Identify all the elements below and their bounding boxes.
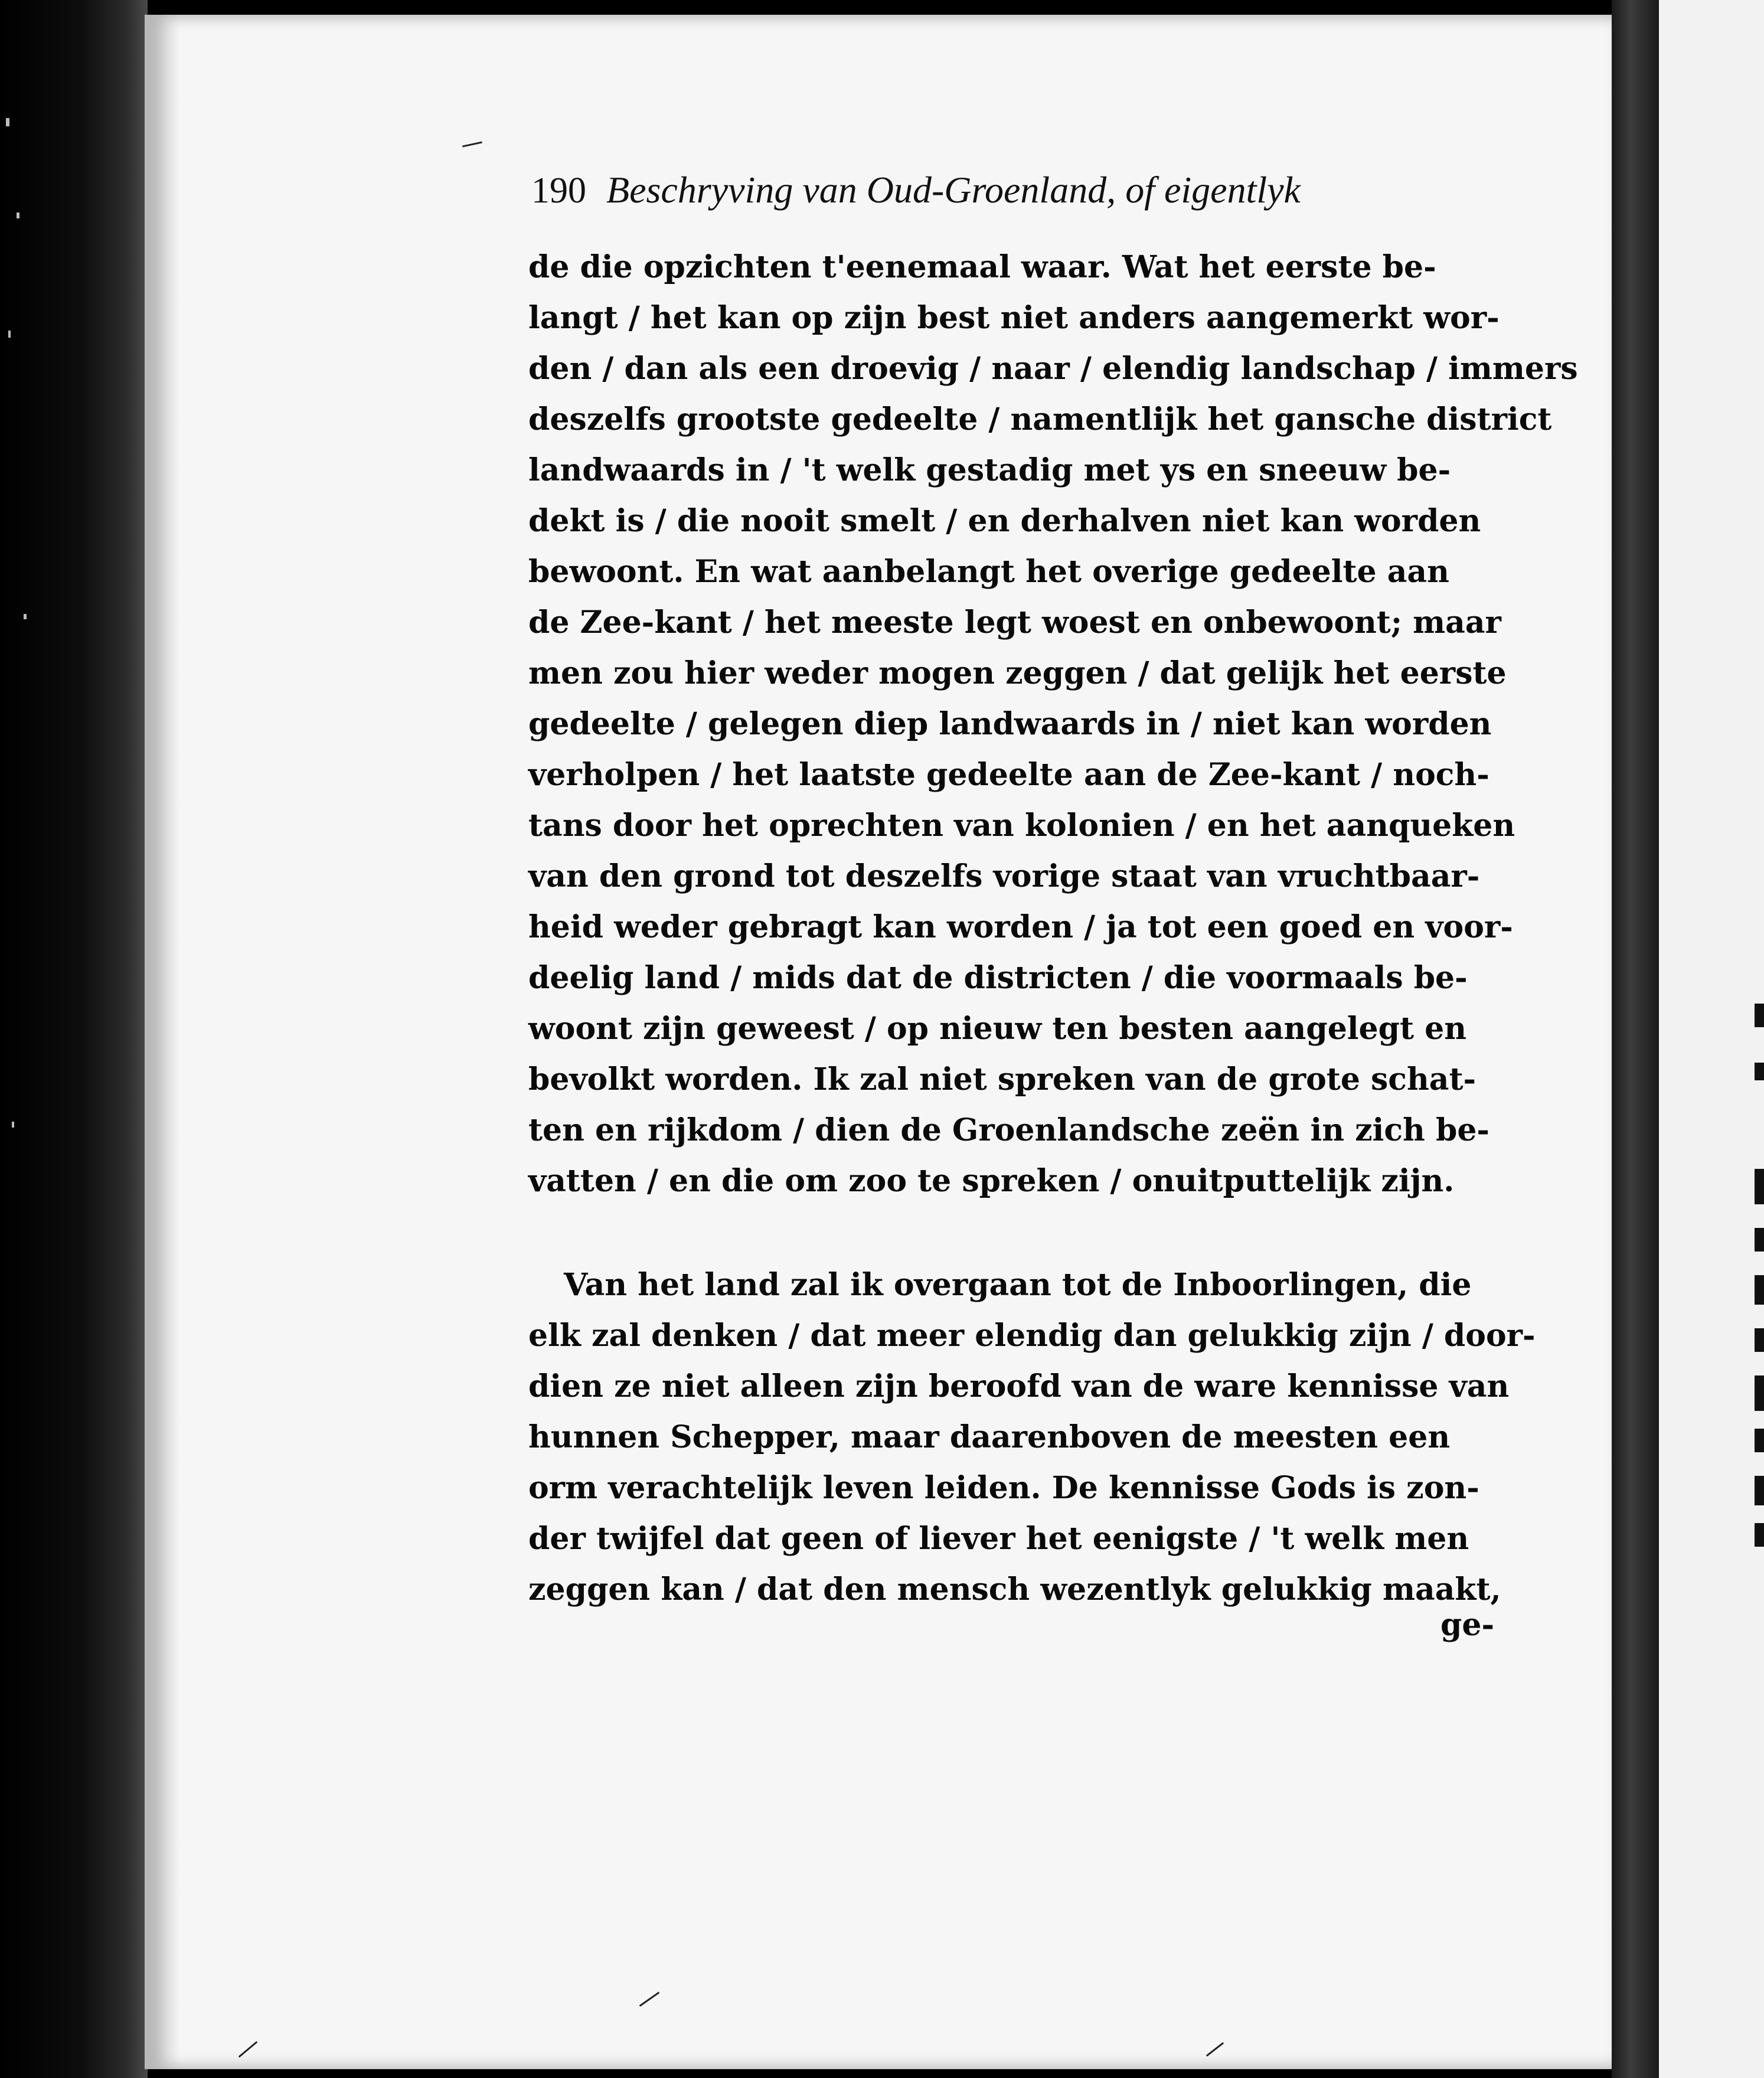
text-line: deszelfs grootste gedeelte / namentlijk het gansche district bbox=[528, 401, 1552, 437]
text-line: dien ze niet alleen zijn beroofd van de ware kennisse van bbox=[528, 1368, 1510, 1404]
page-header bbox=[531, 168, 1470, 221]
text-line: hunnen Schepper, maar daarenboven de meesten een bbox=[528, 1419, 1451, 1455]
text-line: langt / het kan op zijn best niet anders aangemerkt wor- bbox=[528, 300, 1500, 336]
text-line: heid weder gebragt kan worden / ja tot een goed en voor- bbox=[528, 909, 1513, 945]
text-line: verholpen / het laatste gedeelte aan de Zee-kant / noch- bbox=[528, 757, 1489, 793]
text-line: bevolkt worden. Ik zal niet spreken van de grote schat- bbox=[528, 1061, 1476, 1097]
text-line: tans door het oprechten van kolonien / en het aanqueken bbox=[528, 808, 1515, 844]
text-line: vatten / en die om zoo te spreken / onuitputtelijk zijn. bbox=[528, 1163, 1455, 1199]
ink-mark bbox=[462, 141, 482, 147]
text-line: zeggen kan / dat den mensch wezentlyk gelukkig maakt, bbox=[528, 1571, 1501, 1607]
page-binding-shadow bbox=[145, 15, 180, 2069]
page-gutter bbox=[1612, 0, 1659, 2078]
text-line: van den grond tot deszelfs vorige staat van vruchtbaar- bbox=[528, 858, 1480, 894]
text-line: de Zee-kant / het meeste legt woest en onbewoont; maar bbox=[528, 605, 1501, 641]
facing-page-edge bbox=[1659, 0, 1764, 2078]
text-line: elk zal denken / dat meer elendig dan gelukkig zijn / door- bbox=[528, 1318, 1536, 1354]
text-line: deelig land / mids dat de districten / die voormaals be- bbox=[528, 960, 1468, 996]
text-line: ten en rijkdom / dien de Groenlandsche zeën in zich be- bbox=[528, 1112, 1489, 1148]
text-line: woont zijn geweest / op nieuw ten besten aangelegt en bbox=[528, 1011, 1466, 1047]
catchword: ge- bbox=[1440, 1607, 1495, 1643]
text-line: Van het land zal ik overgaan tot de Inboorlingen, die bbox=[564, 1267, 1472, 1303]
body-text bbox=[528, 242, 1578, 1615]
text-line: men zou hier weder mogen zeggen / dat gelijk het eerste bbox=[528, 655, 1507, 691]
text-line: orm verachtelijk leven leiden. De kennisse Gods is zon- bbox=[528, 1470, 1479, 1506]
page-number: 190 bbox=[531, 171, 586, 211]
running-title: Beschryving van Oud-Groenland, of eigentlyk bbox=[606, 169, 1301, 211]
text-line: landwaards in / 't welk gestadig met ys en sneeuw be- bbox=[528, 452, 1451, 488]
text-line: de die opzichten t'eenemaal waar. Wat het eerste be- bbox=[528, 249, 1436, 285]
paragraph-gap bbox=[528, 1207, 1497, 1260]
text-line: der twijfel dat geen of liever het eenigste / 't welk men bbox=[528, 1521, 1469, 1557]
text-line: gedeelte / gelegen diep landwaards in / niet kan worden bbox=[528, 706, 1492, 742]
text-line: den / dan als een droevig / naar / elendig landschap / immers bbox=[528, 351, 1578, 387]
text-line: bewoont. En wat aanbelangt het overige gedeelte aan bbox=[528, 554, 1449, 590]
text-line: dekt is / die nooit smelt / en derhalven niet kan worden bbox=[528, 503, 1481, 539]
scan-left-edge bbox=[0, 0, 148, 2078]
